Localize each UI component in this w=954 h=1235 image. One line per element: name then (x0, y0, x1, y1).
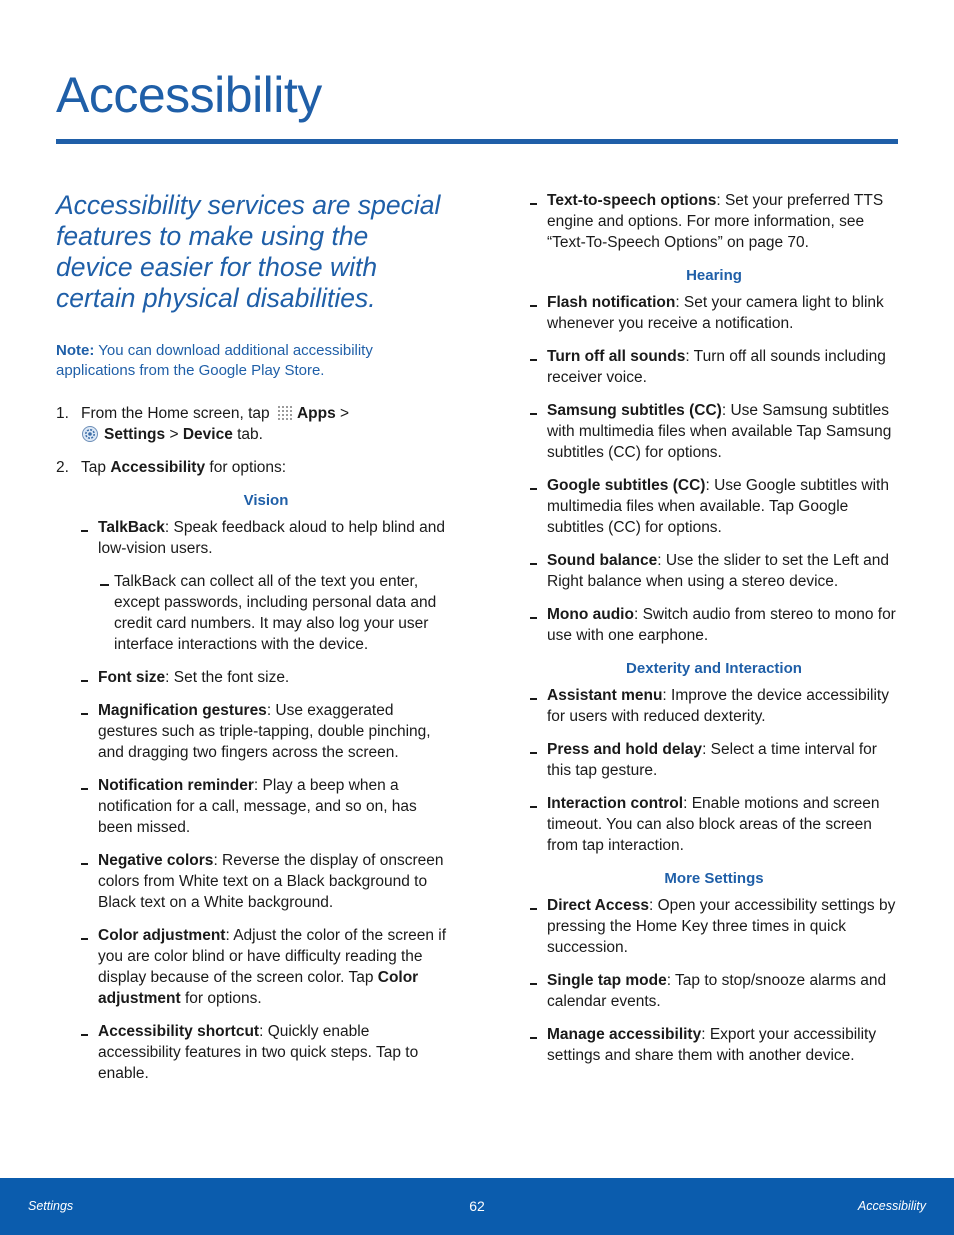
list-item-assistant-menu (528, 685, 900, 727)
bullet-dash (81, 713, 88, 715)
bullet-dash (530, 983, 537, 985)
item-desc: : Export your accessibility settings and share them with another device. (547, 1026, 877, 1064)
note-label: Note: (56, 342, 95, 359)
item-desc: : Switch audio from stereo to mono for use with one earphone. (547, 606, 896, 644)
bullet-dash (81, 680, 88, 682)
vision-heading: Vision (243, 492, 289, 509)
list-item-samsung-subtitles (528, 400, 900, 463)
list-item-mono-audio (528, 604, 900, 646)
item-desc: : Use the slider to set the Left and Right balance when using a stereo device. (547, 552, 890, 590)
step-2 (56, 457, 451, 478)
bullet-dash (81, 863, 88, 865)
item-desc: : Set the font size. (165, 669, 290, 686)
item-term: Notification reminder (98, 777, 254, 794)
bullet-dash (530, 617, 537, 619)
item-desc: : Open your accessibility settings by pressing the Home Key three times in quick succession. (547, 897, 896, 956)
item-desc-end: for options. (180, 990, 262, 1007)
item-desc: : Play a beep when a notification for a call, message, and so on, has been missed. (98, 777, 417, 836)
item-term: Turn off all sounds (547, 348, 686, 365)
device-label: Device (182, 426, 233, 443)
bullet-dash (530, 563, 537, 565)
bullet-dash (530, 908, 537, 910)
right-column (528, 190, 900, 1078)
list-item-negative-colors (56, 850, 451, 913)
list-item-turn-off-sounds (528, 346, 900, 388)
step-number: 1. (56, 405, 69, 422)
list-item-color-adjustment (56, 925, 451, 1009)
bullet-dash (100, 584, 109, 586)
note-text: You can download additional accessibility applications from the Google Play Store. (56, 342, 373, 379)
item-desc: : Turn off all sounds including receiver voice. (547, 348, 886, 386)
list-item-manage-accessibility (528, 1024, 900, 1066)
item-term: Samsung subtitles (CC) (547, 402, 722, 419)
item-desc: TalkBack can collect all of the text you enter, except passwords, including personal data and credit card numbers. It may also log your user interface interactions with the device. (114, 573, 437, 653)
bullet-dash (81, 788, 88, 790)
bullet-dash (530, 359, 537, 361)
step-1-gt2: > (165, 426, 183, 443)
list-item-magnification (56, 700, 451, 763)
item-desc: : Adjust the color of the screen if you are color blind or have difficulty reading the display because of the screen color. Tap (98, 927, 447, 986)
list-item-accessibility-shortcut (56, 1021, 451, 1084)
list-item-direct-access (528, 895, 900, 958)
list-subitem-talkback-note (56, 571, 451, 655)
step-number: 2. (56, 459, 69, 476)
dexterity-heading: Dexterity and Interaction (626, 660, 802, 677)
item-term: Text-to-speech options (547, 192, 717, 209)
item-desc: : Select a time interval for this tap gesture. (547, 741, 877, 779)
settings-label: Settings (104, 426, 166, 443)
step-1-gt1: > (335, 405, 350, 422)
item-desc: : Set your camera light to blink whenever you receive a notification. (547, 294, 884, 332)
bullet-dash (530, 203, 537, 205)
left-column (56, 190, 451, 1096)
footer-section-right: Accessibility (857, 1199, 926, 1213)
step-1-post: tab. (232, 426, 263, 443)
step-2-pre: Tap (81, 459, 111, 476)
item-desc: : Use Samsung subtitles with multimedia files when available Tap Samsung subtitles (CC) for options. (547, 402, 892, 461)
item-term: Color adjustment (98, 927, 226, 944)
item-desc: : Enable motions and screen timeout. You can also block areas of the screen from tap interaction. (547, 795, 880, 854)
step-1 (56, 403, 451, 445)
list-item-press-hold-delay (528, 739, 900, 781)
step-2-post: for options: (205, 459, 287, 476)
bullet-dash (530, 488, 537, 490)
footer-section-left: Settings (28, 1199, 74, 1213)
item-term: Sound balance (547, 552, 658, 569)
item-term: Google subtitles (CC) (547, 477, 706, 494)
bullet-dash (81, 1034, 88, 1036)
bullet-dash (530, 752, 537, 754)
item-term: Assistant menu (547, 687, 663, 704)
list-item-talkback (56, 517, 451, 559)
item-desc: : Use exaggerated gestures such as triple-tapping, double pinching, and dragging two fingers across the screen. (98, 702, 431, 761)
bullet-dash (530, 806, 537, 808)
item-term: Magnification gestures (98, 702, 267, 719)
item-term: Interaction control (547, 795, 684, 812)
footer-page-number: 62 (469, 1198, 485, 1214)
bullet-dash (81, 530, 88, 532)
list-item-font-size (56, 667, 451, 688)
list-item-interaction-control (528, 793, 900, 856)
hearing-heading: Hearing (686, 267, 742, 284)
item-desc: : Improve the device accessibility for users with reduced dexterity. (547, 687, 889, 725)
settings-gear-icon (81, 425, 99, 443)
bullet-dash (530, 1037, 537, 1039)
step-text (81, 457, 451, 478)
list-item-notification-reminder (56, 775, 451, 838)
item-desc: : Speak feedback aloud to help blind and low-vision users. (98, 519, 445, 557)
list-item-sound-balance (528, 550, 900, 592)
item-term: Direct Access (547, 897, 649, 914)
item-term: Font size (98, 669, 166, 686)
list-item-tts (528, 190, 900, 253)
bullet-dash (81, 938, 88, 940)
item-term: Accessibility shortcut (98, 1023, 260, 1040)
title-divider (56, 139, 898, 144)
item-term: Manage accessibility (547, 1026, 702, 1043)
intro-text: Accessibility services are special features to make using the device easier for those with certain physical disabilities. (56, 190, 441, 313)
list-item-single-tap-mode (528, 970, 900, 1012)
item-term: Single tap mode (547, 972, 667, 989)
item-desc: : Reverse the display of onscreen colors from White text on a Black background to Black text on a White background. (98, 852, 444, 911)
bullet-dash (530, 698, 537, 700)
page-title: Accessibility (56, 67, 322, 123)
item-term-inline: Color adjustment (98, 969, 419, 1007)
list-item-google-subtitles (528, 475, 900, 538)
bullet-dash (530, 305, 537, 307)
step-1-pre: From the Home screen, tap (81, 405, 274, 422)
page-footer (0, 1178, 954, 1235)
list-item-flash-notification (528, 292, 900, 334)
accessibility-label: Accessibility (110, 459, 206, 476)
bullet-dash (530, 413, 537, 415)
item-term: Press and hold delay (547, 741, 703, 758)
item-term: Mono audio (547, 606, 634, 623)
item-desc: : Use Google subtitles with multimedia files when available. Tap Google subtitles (CC) for options. (547, 477, 889, 536)
item-desc: : Tap to stop/snooze alarms and calendar events. (547, 972, 887, 1010)
item-term: Flash notification (547, 294, 676, 311)
item-term: Negative colors (98, 852, 214, 869)
item-term: TalkBack (98, 519, 165, 536)
apps-label: Apps (296, 405, 336, 422)
more-settings-heading: More Settings (664, 870, 764, 887)
item-desc: : Quickly enable accessibility features in two quick steps. Tap to enable. (98, 1023, 419, 1082)
apps-grid-icon (276, 404, 294, 422)
note (56, 341, 451, 381)
step-text (81, 403, 451, 445)
item-desc: : Set your preferred TTS engine and options. For more information, see “Text-To-Speech Options” on page 70. (547, 192, 884, 251)
